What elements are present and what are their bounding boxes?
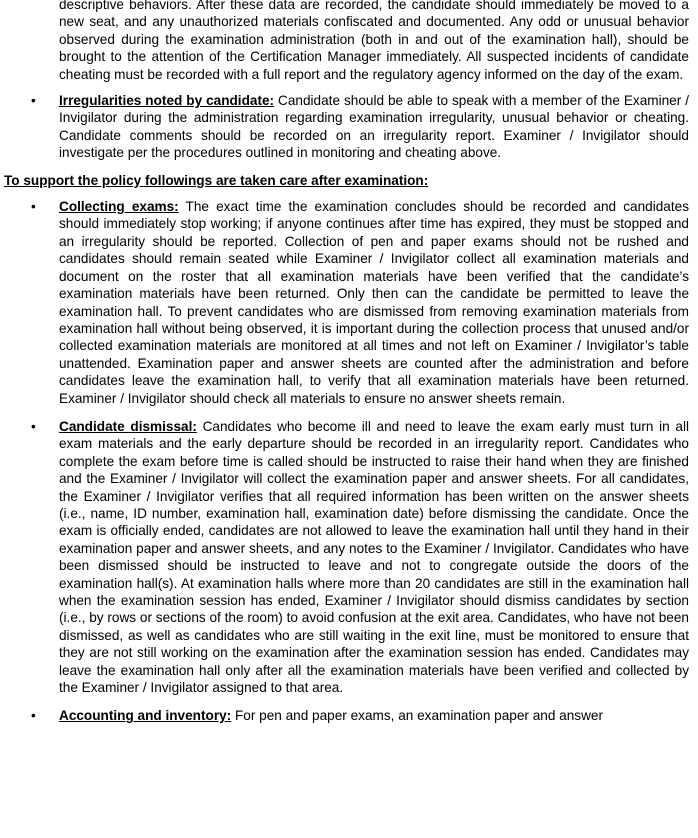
section-heading: To support the policy followings are taken care after examination: <box>4 172 429 188</box>
bullet-term: Candidate dismissal: <box>59 418 197 434</box>
bullet-text: For pen and paper exams, an examination paper and answer <box>231 708 603 724</box>
bullet-term: Irregularities noted by candidate: <box>59 93 275 109</box>
bullet-item-accounting-inventory <box>31 707 689 724</box>
bullet-icon: • <box>31 199 36 215</box>
bullet-icon: • <box>31 93 36 109</box>
continued-paragraph: descriptive behaviors. After these data are recorded, the candidate should immediately be moved to a new seat, and any unauthorized materials confiscated and documented. Any odd or unusual behavior observed during the examination administration (both in and out of the examination hall), should be brought to the attention of the Certification Manager immediately. All suspected incidents of candidate cheating must be recorded with a full report and the regulatory agency informed on the day of the exam. <box>59 0 689 82</box>
bullet-text: Candidate should be able to speak with a member of the Examiner / Invigilator during the administration regarding examination irregularity, unusual behavior or cheating. Candidate comments should be recorded on an irregularity report. Examiner / Invigilator should investigate per the procedures outlined in monitoring and cheating above. <box>59 93 689 161</box>
bullet-item-irregularities <box>31 92 689 162</box>
bullet-item-collecting-exams <box>31 198 689 407</box>
bullet-term: Collecting exams: <box>59 199 179 215</box>
bullet-text: Candidates who become ill and need to leave the exam early must turn in all exam materials and the early departure should be recorded in an irregularity report. Candidates who complete the exam before time is called should be instructed to raise their hand when they are finished and the Examiner / Invigilator will collect the examination paper and answer sheets. For all candidates, the Examiner / Invigilator verifies that all required information has been written on the answer sheets (i.e., name, ID number, examination hall, examination date) before dismissing the candidate. Once the exam is officially ended, candidates are not allowed to leave the examination hall until they hand in their examination paper and answer sheets, and any notes to the Examiner / Invigilator. Candidates who have been dismissed should be instructed to leave and not to congregate outside the doors of the examination hall(s). At examination halls where more than 20 candidates are still in the examination hall when the examination session has ended, Examiner / Invigilator should dismiss candidates by section (i.e., by rows or sections of the room) to avoid confusion at the exit area. Candidates, who have not been dismissed, as well as candidates who are still waiting in the exit line, must be monitored to ensure that they are not still working on the examination after the examination session has ended. Candidates may leave the examination hall only after all the examination materials have been verified and collected by the Examiner / Invigilator assigned to that area. <box>59 418 689 696</box>
bullet-icon: • <box>31 418 36 434</box>
bullet-item-candidate-dismissal <box>31 418 689 697</box>
bullet-text: The exact time the examination concludes should be recorded and candidates should immediately stop working; if anyone continues after time has expired, they must be stopped and an irregularity should be reported. Collection of pen and paper exams should not be rushed and candidates should remain seated while Examiner / Invigilator collect all examination materials and document on the roster that all examination materials have been verified that the candidate’s examination materials have been returned. Only then can the candidate be permitted to leave the examination hall. To prevent candidates who are dismissed from removing examination materials from examination hall without being observed, it is important during the collection process that unused and/or collected examination materials are monitored at all times and not left on Examiner / Invigilator’s table unattended. Examination paper and answer sheets are counted after the administration and before candidates leave the examination hall, to verify that all examination materials have been returned. Examiner / Invigilator should check all materials to ensure no answer sheets remain. <box>59 199 689 406</box>
bullet-icon: • <box>31 708 36 724</box>
bullet-term: Accounting and inventory: <box>59 708 232 724</box>
